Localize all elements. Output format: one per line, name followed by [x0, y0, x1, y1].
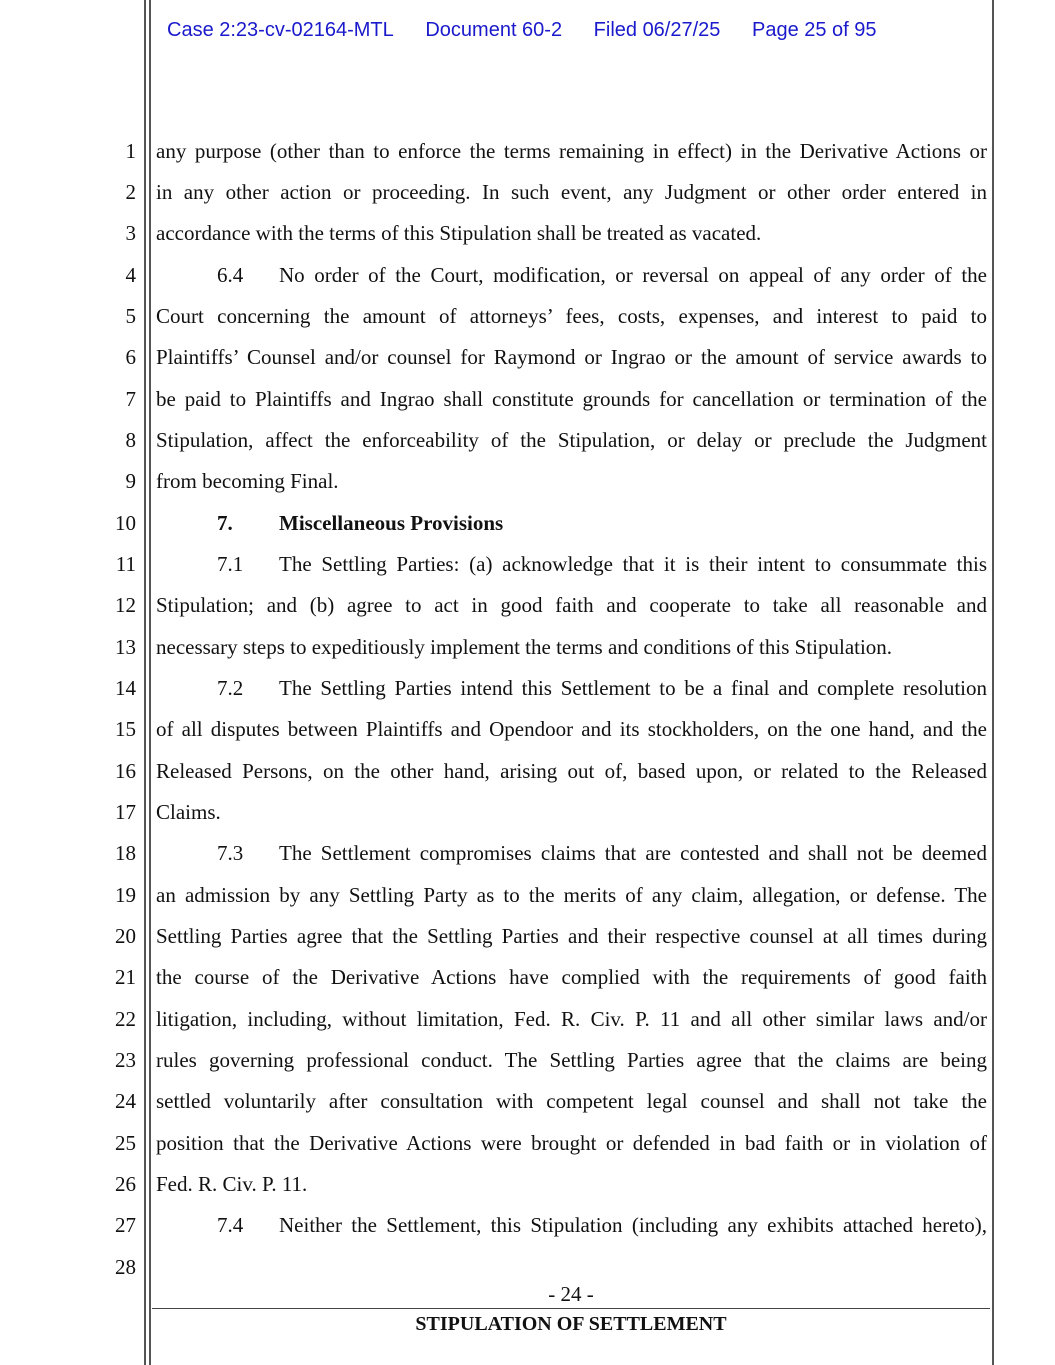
text-line: Claims.	[156, 800, 221, 824]
line-number: 21	[115, 965, 136, 989]
section-number: 7.2	[217, 676, 244, 700]
text-line: Settling Parties agree that the Settling Parties and their respective counsel at all times during	[156, 924, 987, 948]
paragraph-7-1-first-line: 7.1 The Settling Parties: (a) acknowledge that it is their intent to consummate this	[217, 552, 987, 576]
case-number: Case 2:23-cv-02164-MTL	[167, 19, 394, 41]
line-number: 14	[115, 676, 136, 700]
section-number: 7.	[217, 511, 233, 535]
line-number: 9	[125, 469, 136, 493]
paragraph-7-3-first-line: 7.3 The Settlement compromises claims that are contested and shall not be deemed	[217, 841, 987, 865]
right-margin-rule	[992, 0, 994, 1365]
section-title: Miscellaneous Provisions	[279, 511, 504, 535]
section-number: 7.3	[217, 841, 244, 865]
line-number: 11	[115, 552, 136, 576]
section-number: 6.4	[217, 263, 244, 287]
page-number: - 24 -	[548, 1282, 594, 1306]
line-number: 27	[115, 1213, 136, 1237]
filed-date: Filed 06/27/25	[593, 19, 721, 41]
text-line: position that the Derivative Actions were brought or defended in bad faith or in violation of	[156, 1131, 987, 1155]
ecf-header	[167, 19, 903, 45]
line-number: 13	[115, 635, 136, 659]
line-number: 2	[125, 180, 136, 204]
text-line: necessary steps to expeditiously implement the terms and conditions of this Stipulation.	[156, 635, 893, 659]
paragraph-7-2-first-line: 7.2 The Settling Parties intend this Settlement to be a final and complete resolution	[217, 676, 987, 700]
left-margin-rule	[144, 0, 146, 1365]
line-number: 26	[115, 1172, 136, 1196]
line-number: 23	[115, 1048, 136, 1072]
text-line: of all disputes between Plaintiffs and Opendoor and its stockholders, on the one hand, and the	[156, 717, 987, 741]
line-number: 8	[125, 428, 136, 452]
line-number: 4	[125, 263, 136, 287]
line-number: 28	[115, 1255, 136, 1279]
text-line: Stipulation; and (b) agree to act in good faith and cooperate to take all reasonable and	[156, 593, 987, 617]
line-number: 16	[115, 759, 136, 783]
left-margin-rule-inner	[149, 0, 151, 1365]
line-number: 12	[115, 593, 136, 617]
line-number: 1	[125, 139, 136, 163]
text-line: accordance with the terms of this Stipulation shall be treated as vacated.	[156, 221, 762, 245]
line-number: 19	[115, 883, 136, 907]
paragraph-6-4-first-line: 6.4 No order of the Court, modification, or reversal on appeal of any order of the	[217, 263, 987, 287]
document-number: Document 60-2	[425, 19, 563, 41]
section-number: 7.4	[217, 1213, 244, 1237]
line-number: 17	[115, 800, 136, 824]
document-title-footer: STIPULATION OF SETTLEMENT	[415, 1313, 727, 1335]
text-line: settled voluntarily after consultation with competent legal counsel and shall not take the	[156, 1089, 987, 1113]
text-line: rules governing professional conduct. The Settling Parties agree that the claims are being	[156, 1048, 987, 1072]
section-number: 7.1	[217, 552, 244, 576]
text-line: from becoming Final.	[156, 469, 339, 493]
text-line: Released Persons, on the other hand, arising out of, based upon, or related to the Released	[156, 759, 987, 783]
line-number: 20	[115, 924, 136, 948]
line-number: 25	[115, 1131, 136, 1155]
line-number: 22	[115, 1007, 136, 1031]
text-line: the course of the Derivative Actions have complied with the requirements of good faith	[156, 965, 987, 989]
line-number: 10	[115, 511, 136, 535]
line-number: 5	[125, 304, 136, 328]
line-number: 15	[115, 717, 136, 741]
section-heading	[156, 510, 1048, 536]
text-line: Plaintiffs’ Counsel and/or counsel for Raymond or Ingrao or the amount of service awards to	[156, 345, 987, 369]
paragraph-7-4-first-line: 7.4 Neither the Settlement, this Stipulation (including any exhibits attached hereto),	[217, 1213, 987, 1237]
page-count: Page 25 of 95	[751, 19, 877, 41]
text-line: Court concerning the amount of attorneys’ fees, costs, expenses, and interest to paid to	[156, 304, 987, 328]
line-number: 7	[125, 387, 136, 411]
text-line: Fed. R. Civ. P. 11.	[156, 1172, 308, 1196]
text-line: be paid to Plaintiffs and Ingrao shall constitute grounds for cancellation or termination of the	[156, 387, 987, 411]
line-number: 3	[125, 221, 136, 245]
text-line: in any other action or proceeding. In such event, any Judgment or other order entered in	[156, 180, 987, 204]
text-line: Stipulation, affect the enforceability of the Stipulation, or delay or preclude the Judgment	[156, 428, 987, 452]
text-line: an admission by any Settling Party as to the merits of any claim, allegation, or defense. The	[156, 883, 987, 907]
line-number: 18	[115, 841, 136, 865]
line-number: 24	[115, 1089, 136, 1113]
line-number: 6	[125, 345, 136, 369]
text-line: any purpose (other than to enforce the terms remaining in effect) in the Derivative Actions or	[156, 139, 987, 163]
footer-divider	[152, 1308, 990, 1309]
text-line: litigation, including, without limitation, Fed. R. Civ. P. 11 and all other similar laws and/or	[156, 1007, 987, 1031]
